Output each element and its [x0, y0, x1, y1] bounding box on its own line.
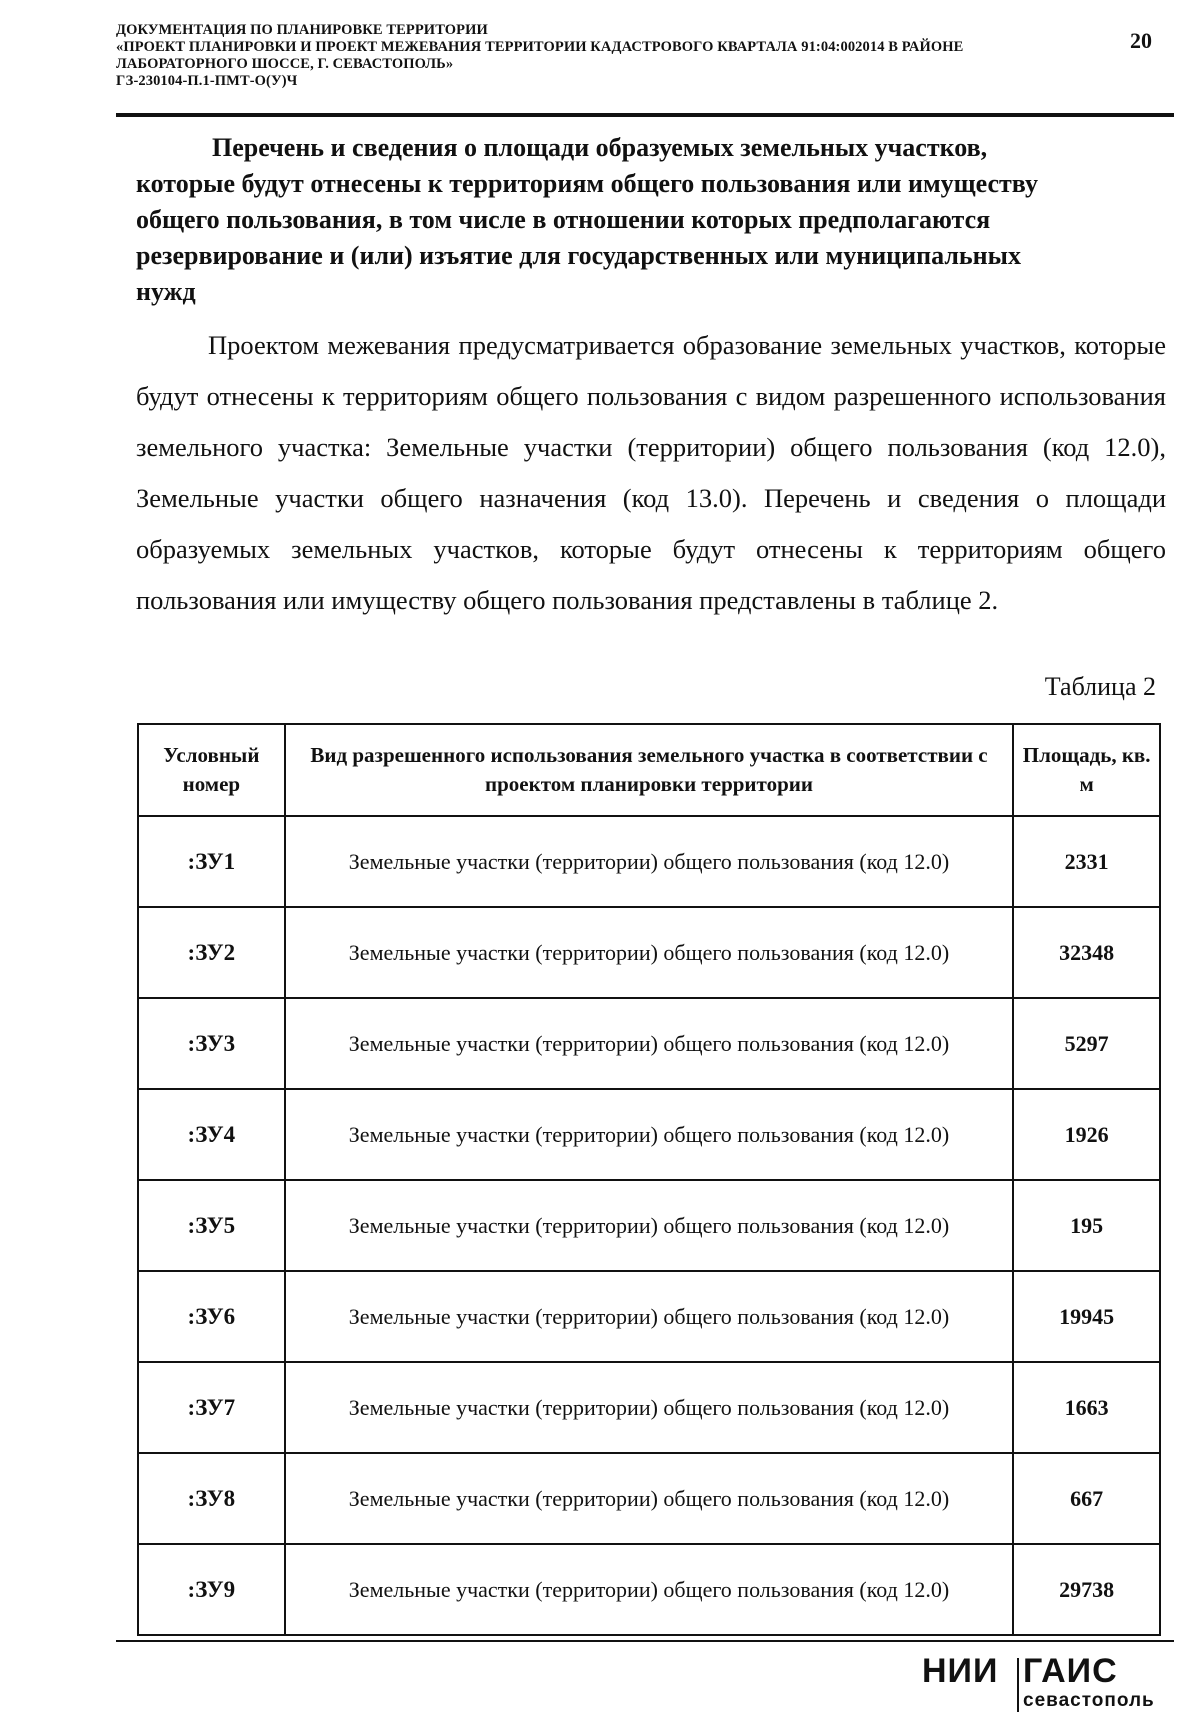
- plot-usage-type: Земельные участки (территории) общего пользования (код 12.0): [285, 1180, 1014, 1271]
- header-title-line: ДОКУМЕНТАЦИЯ ПО ПЛАНИРОВКЕ ТЕРРИТОРИИ: [116, 22, 488, 38]
- table-row: [138, 907, 1160, 998]
- plot-usage-type: Земельные участки (территории) общего пользования (код 12.0): [285, 907, 1014, 998]
- plot-area: 195: [1013, 1180, 1160, 1271]
- header-divider: [116, 113, 1174, 117]
- section-heading: [136, 130, 1166, 310]
- heading-line: которые будут отнесены к территориям общего пользования или имуществу: [136, 169, 1038, 198]
- table-row: [138, 1453, 1160, 1544]
- plot-number: :ЗУ7: [138, 1362, 285, 1453]
- logo-divider: [1017, 1658, 1019, 1712]
- plot-number: :ЗУ4: [138, 1089, 285, 1180]
- plot-area: 19945: [1013, 1271, 1160, 1362]
- table-row: [138, 998, 1160, 1089]
- logo-city: севастополь: [1023, 1690, 1155, 1711]
- table-caption: Таблица 2: [1044, 672, 1156, 701]
- plot-area: 1663: [1013, 1362, 1160, 1453]
- page-number: 20: [1130, 28, 1152, 53]
- plot-usage-type: Земельные участки (территории) общего пользования (код 12.0): [285, 1271, 1014, 1362]
- table-row: [138, 1544, 1160, 1635]
- column-header-number: Условный номер: [138, 724, 285, 816]
- plot-area: 29738: [1013, 1544, 1160, 1635]
- table-row: [138, 1362, 1160, 1453]
- plot-number: :ЗУ6: [138, 1271, 285, 1362]
- plot-number: :ЗУ8: [138, 1453, 285, 1544]
- logo-text-nii: НИИ: [922, 1652, 999, 1690]
- heading-line: нужд: [136, 277, 196, 306]
- plot-area: 667: [1013, 1453, 1160, 1544]
- plot-number: :ЗУ9: [138, 1544, 285, 1635]
- plot-area: 1926: [1013, 1089, 1160, 1180]
- company-logo: [922, 1652, 1172, 1714]
- plot-usage-type: Земельные участки (территории) общего пользования (код 12.0): [285, 1362, 1014, 1453]
- plot-usage-type: Земельные участки (территории) общего пользования (код 12.0): [285, 816, 1014, 907]
- plot-number: :ЗУ2: [138, 907, 285, 998]
- column-header-usage-type: Вид разрешенного использования земельного участка в соответствии с проектом планировки территории: [285, 724, 1014, 816]
- table-header-row: [138, 724, 1160, 816]
- plot-number: :ЗУ3: [138, 998, 285, 1089]
- header-document-code: ГЗ-230104-П.1-ПМТ-О(У)Ч: [116, 73, 298, 89]
- logo-text-gais: ГАИС: [1023, 1652, 1118, 1690]
- document-header: [116, 22, 1056, 90]
- header-location-line: ЛАБОРАТОРНОГО ШОССЕ, Г. СЕВАСТОПОЛЬ»: [116, 56, 454, 72]
- plot-usage-type: Земельные участки (территории) общего пользования (код 12.0): [285, 1089, 1014, 1180]
- heading-line: общего пользования, в том числе в отношении которых предполагаются: [136, 205, 991, 234]
- footer-divider: [116, 1640, 1174, 1642]
- table-row: [138, 1180, 1160, 1271]
- plot-usage-type: Земельные участки (территории) общего пользования (код 12.0): [285, 1544, 1014, 1635]
- heading-line: резервирование и (или) изъятие для государственных или муниципальных: [136, 241, 1021, 270]
- table-row: [138, 1271, 1160, 1362]
- heading-line: Перечень и сведения о площади образуемых земельных участков,: [212, 133, 988, 162]
- plot-usage-type: Земельные участки (территории) общего пользования (код 12.0): [285, 1453, 1014, 1544]
- plot-number: :ЗУ5: [138, 1180, 285, 1271]
- header-project-line: «ПРОЕКТ ПЛАНИРОВКИ И ПРОЕКТ МЕЖЕВАНИЯ ТЕРРИТОРИИ КАДАСТРОВОГО КВАРТАЛА 91:04:002014 В РАЙОНЕ: [116, 39, 964, 55]
- plot-area: 2331: [1013, 816, 1160, 907]
- table-row: [138, 1089, 1160, 1180]
- plot-area: 32348: [1013, 907, 1160, 998]
- plot-area: 5297: [1013, 998, 1160, 1089]
- column-header-area: Площадь, кв. м: [1013, 724, 1160, 816]
- plot-number: :ЗУ1: [138, 816, 285, 907]
- land-plots-table: [137, 723, 1161, 1636]
- table-row: [138, 816, 1160, 907]
- plot-usage-type: Земельные участки (территории) общего пользования (код 12.0): [285, 998, 1014, 1089]
- body-paragraph: Проектом межевания предусматривается образование земельных участков, которые будут отнесены к территориям общего пользования с видом разрешенного использования земельного участка: Земельные участки (территории) общего пользования (код 12.0), Земельные участки общего назначения (код 13.0). Перечень и сведения о площади образуемых земельных участков, которые будут отнесены к территориям общего пользования или имуществу общего пользования представлены в таблице 2.: [136, 330, 1166, 615]
